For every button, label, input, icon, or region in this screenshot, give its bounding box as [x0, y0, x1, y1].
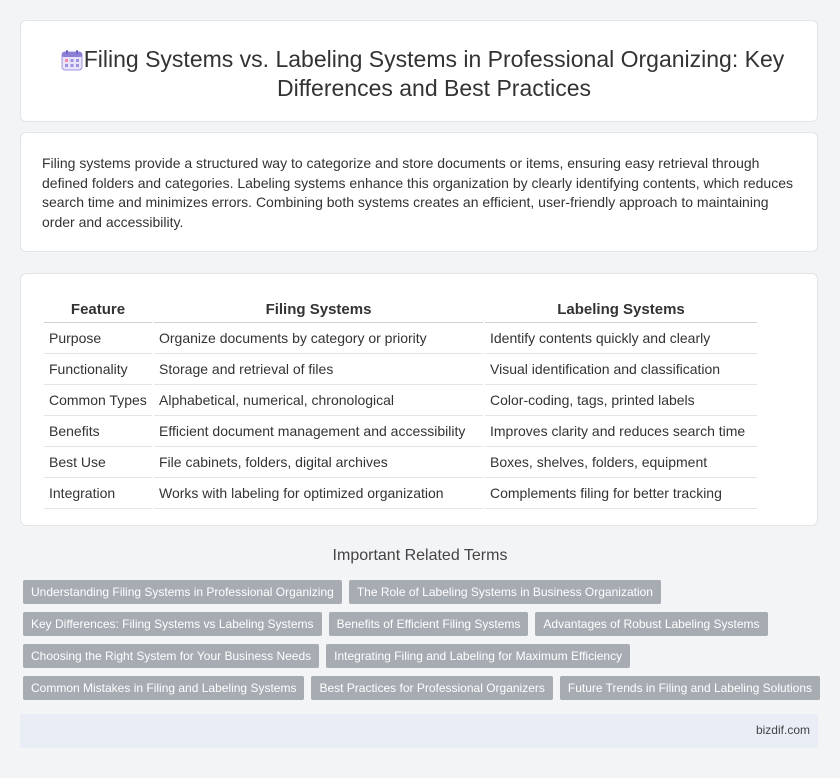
cell-feature: Integration	[44, 478, 152, 509]
cell-labeling: Complements filing for better tracking	[485, 478, 757, 509]
cell-feature: Best Use	[44, 447, 152, 478]
title-card	[20, 20, 818, 122]
tag-row	[23, 612, 768, 636]
table-header-row	[44, 296, 757, 323]
cell-filing: Efficient document management and accessibility	[154, 416, 483, 447]
table-row	[44, 478, 757, 509]
intro-card	[20, 132, 818, 252]
cell-filing: Works with labeling for optimized organization	[154, 478, 483, 509]
tag-row	[23, 580, 661, 604]
footer-site-link[interactable]: bizdif.com	[755, 723, 810, 737]
tag-row	[23, 644, 630, 668]
cell-filing: File cabinets, folders, digital archives	[154, 447, 483, 478]
header-labeling: Labeling Systems	[485, 296, 757, 323]
cell-feature: Benefits	[44, 416, 152, 447]
related-tag[interactable]: Advantages of Robust Labeling Systems	[535, 612, 767, 636]
cell-labeling: Boxes, shelves, folders, equipment	[485, 447, 757, 478]
comparison-table	[42, 296, 759, 509]
cell-labeling: Identify contents quickly and clearly	[485, 323, 757, 354]
related-tag[interactable]: Future Trends in Filing and Labeling Solutions	[560, 676, 820, 700]
intro-paragraph: Filing systems provide a structured way to categorize and store documents or items, ensuring easy retrieval through defined folders and categories. Labeling systems enhance this organization by clearly identifying contents, which reduces search time and minimizes errors. Combining both systems creates an efficient, user-friendly approach to maintaining order and accessibility.	[42, 155, 793, 230]
related-tag[interactable]: Benefits of Efficient Filing Systems	[329, 612, 529, 636]
table-row	[44, 385, 757, 416]
header-feature: Feature	[44, 296, 152, 323]
header-filing: Filing Systems	[154, 296, 483, 323]
related-terms-heading: Important Related Terms	[332, 547, 508, 564]
related-tag[interactable]: Choosing the Right System for Your Business Needs	[23, 644, 319, 668]
cell-feature: Purpose	[44, 323, 152, 354]
related-tag[interactable]: The Role of Labeling Systems in Business Organization	[349, 580, 661, 604]
table-row	[44, 447, 757, 478]
related-tag[interactable]: Understanding Filing Systems in Professional Organizing	[23, 580, 342, 604]
related-tag[interactable]: Key Differences: Filing Systems vs Labeling Systems	[23, 612, 322, 636]
cell-filing: Organize documents by category or priority	[154, 323, 483, 354]
cell-feature: Functionality	[44, 354, 152, 385]
cell-labeling: Color-coding, tags, printed labels	[485, 385, 757, 416]
table-row	[44, 416, 757, 447]
cell-labeling: Visual identification and classification	[485, 354, 757, 385]
cell-filing: Storage and retrieval of files	[154, 354, 483, 385]
table-row	[44, 323, 757, 354]
related-tag[interactable]: Best Practices for Professional Organizers	[311, 676, 552, 700]
cell-labeling: Improves clarity and reduces search time	[485, 416, 757, 447]
cell-filing: Alphabetical, numerical, chronological	[154, 385, 483, 416]
tag-row	[23, 676, 820, 700]
related-tag[interactable]: Integrating Filing and Labeling for Maximum Efficiency	[326, 644, 630, 668]
page-title: Filing Systems vs. Labeling Systems in Professional Organizing: Key Differences and Best Practices	[83, 46, 785, 101]
comparison-card	[20, 273, 818, 526]
related-tag[interactable]: Common Mistakes in Filing and Labeling Systems	[23, 676, 304, 700]
cell-feature: Common Types	[44, 385, 152, 416]
table-row	[44, 354, 757, 385]
footer	[20, 714, 818, 748]
